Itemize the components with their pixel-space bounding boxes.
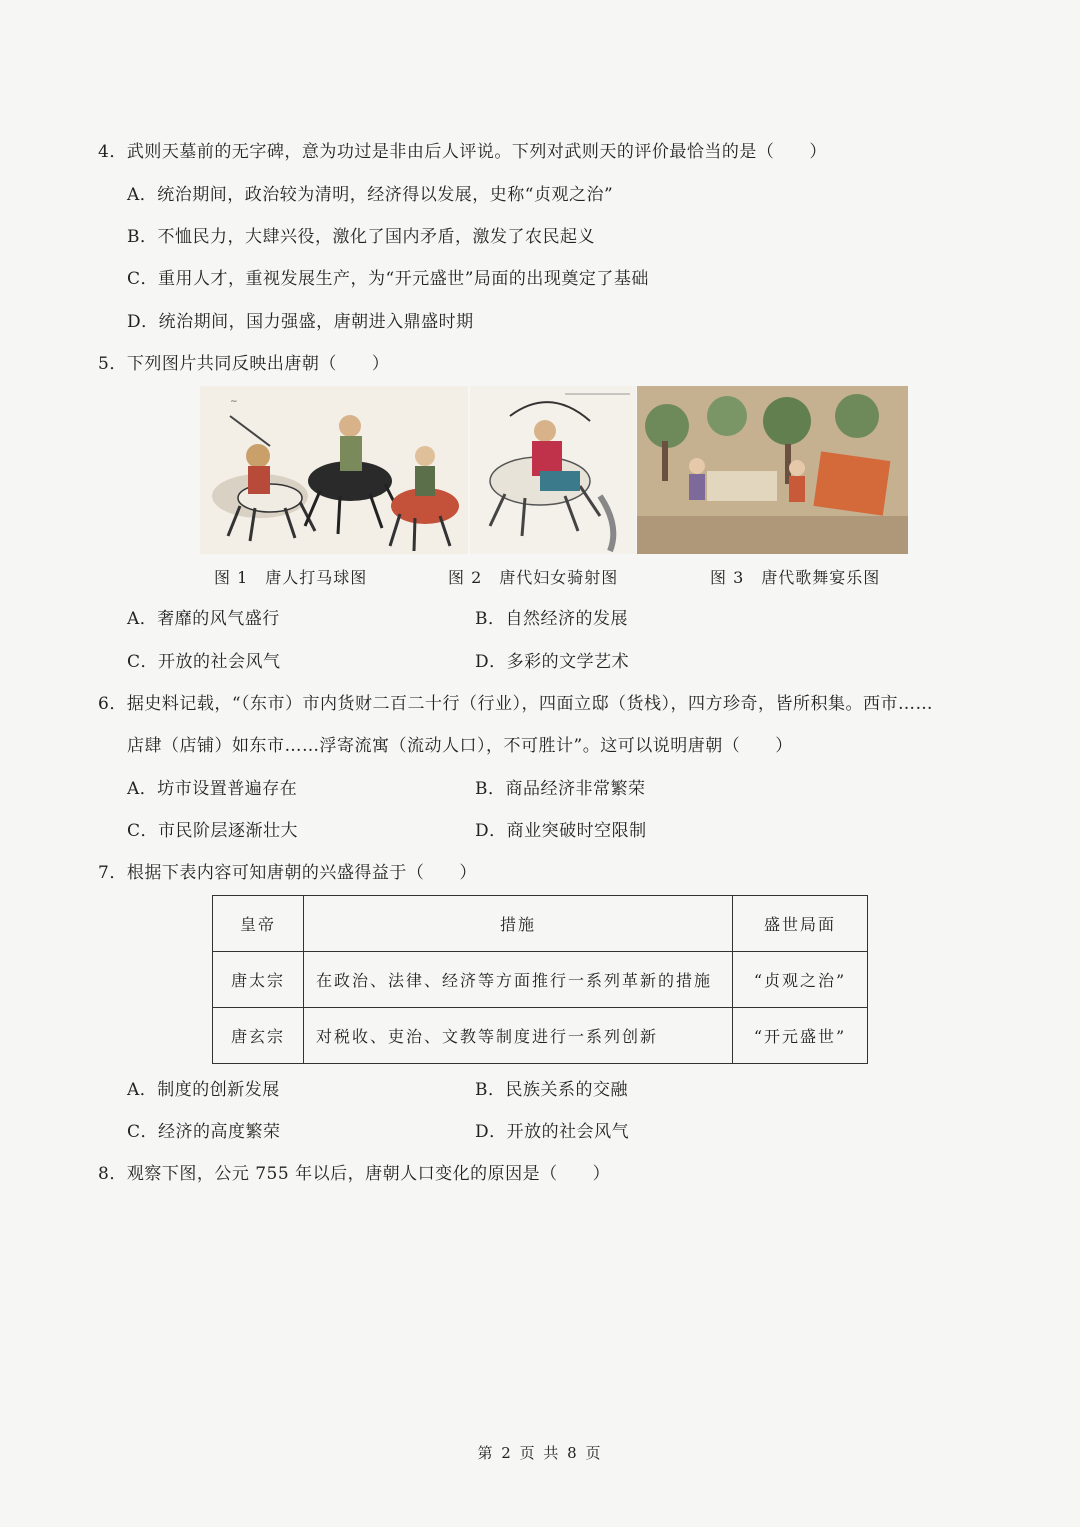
row-1-measures: 在政治、法律、经济等方面推行一系列革新的措施 [304, 952, 733, 1008]
q6-stem-line-1: 6．据史料记载，“（东市）市内货财二百二十行（行业），四面立邸（货栈），四方珍奇，皆所积集。西市…… [98, 694, 934, 714]
tang-emperors-table [212, 895, 868, 1064]
q4-option-d[interactable]: D．统治期间，国力强盛，唐朝进入鼎盛时期 [127, 312, 474, 332]
q4-stem: 4．武则天墓前的无字碑，意为功过是非由后人评说。下列对武则天的评价最恰当的是（ ） [98, 142, 827, 162]
q5-option-b[interactable]: B．自然经济的发展 [475, 609, 628, 629]
q7-stem: 7．根据下表内容可知唐朝的兴盛得益于（ ） [98, 863, 477, 883]
q4-option-b[interactable]: B．不恤民力，大肆兴役，激化了国内矛盾，激发了农民起义 [127, 227, 595, 247]
row-1-prosperity: “贞观之治” [733, 952, 868, 1008]
q5-stem: 5．下列图片共同反映出唐朝（ ） [98, 354, 390, 374]
q5-option-c[interactable]: C．开放的社会风气 [127, 652, 281, 672]
table-header-row [213, 896, 868, 952]
q4-option-a[interactable]: A．统治期间，政治较为清明，经济得以发展，史称“贞观之治” [127, 185, 614, 205]
archery-painting-image [470, 386, 636, 554]
q6-option-d[interactable]: D．商业突破时空限制 [475, 821, 647, 841]
row-2-prosperity: “开元盛世” [733, 1008, 868, 1064]
page-number: 第 2 页 共 8 页 [477, 1444, 603, 1462]
q6-option-a[interactable]: A．坊市设置普遍存在 [127, 779, 298, 799]
table-row [213, 1008, 868, 1064]
q7-option-c[interactable]: C．经济的高度繁荣 [127, 1122, 281, 1142]
q6-option-c[interactable]: C．市民阶层逐渐壮大 [127, 821, 299, 841]
table-row [213, 952, 868, 1008]
q5-option-d[interactable]: D．多彩的文学艺术 [475, 652, 630, 672]
row-2-measures: 对税收、吏治、文教等制度进行一系列创新 [304, 1008, 733, 1064]
q4-option-c[interactable]: C．重用人才，重视发展生产，为“开元盛世”局面的出现奠定了基础 [127, 269, 649, 289]
figure-1-caption: 图 1 唐人打马球图 [214, 568, 368, 587]
q7-option-a[interactable]: A．制度的创新发展 [127, 1080, 280, 1100]
q7-option-d[interactable]: D．开放的社会风气 [475, 1122, 630, 1142]
figure-3-caption: 图 3 唐代歌舞宴乐图 [710, 568, 881, 587]
q6-stem-line-2: 店肆（店铺）如东市……浮寄流寓（流动人口），不可胜计”。这可以说明唐朝（ ） [127, 736, 793, 756]
header-emperor: 皇帝 [213, 896, 304, 952]
header-prosperity: 盛世局面 [733, 896, 868, 952]
polo-painting-image [200, 386, 468, 554]
header-measures: 措施 [304, 896, 733, 952]
q5-images [200, 386, 908, 554]
q8-stem: 8．观察下图，公元 755 年以后，唐朝人口变化的原因是（ ） [98, 1164, 611, 1184]
svg-text:~: ~ [230, 397, 238, 407]
row-1-emperor: 唐太宗 [213, 952, 304, 1008]
q7-option-b[interactable]: B．民族关系的交融 [475, 1080, 628, 1100]
banquet-mural-image [637, 386, 908, 554]
q5-option-a[interactable]: A．奢靡的风气盛行 [127, 609, 280, 629]
row-2-emperor: 唐玄宗 [213, 1008, 304, 1064]
q6-option-b[interactable]: B．商品经济非常繁荣 [475, 779, 646, 799]
figure-2-caption: 图 2 唐代妇女骑射图 [448, 568, 619, 587]
